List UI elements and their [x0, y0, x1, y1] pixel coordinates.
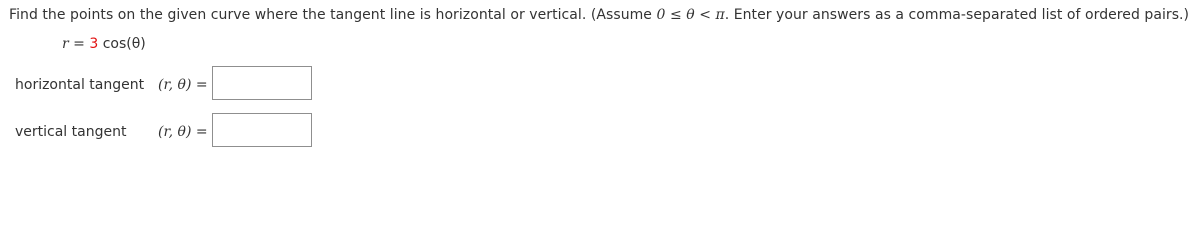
problem-instructions [9, 7, 1189, 23]
horizontal-tangent-coords [158, 77, 208, 93]
instruction-text-end: . Enter your answers as a comma-separated list of ordered pairs.) [724, 7, 1190, 23]
equation-lhs: r [62, 36, 69, 52]
vertical-tangent-coords [158, 124, 208, 140]
horizontal-tangent-label: horizontal tangent [15, 77, 145, 93]
instruction-text: Find the points on the given curve where the tangent line is horizontal or vertical. (Assume [9, 7, 657, 23]
vertical-tangent-label: vertical tangent [15, 124, 127, 140]
ordered-pair-label: (r, θ) [158, 77, 192, 93]
equation-coefficient: 3 [89, 36, 99, 52]
horizontal-tangent-answer-input[interactable] [212, 66, 312, 100]
ordered-pair-label: (r, θ) [158, 124, 192, 140]
equation-function: cos(θ) [98, 36, 146, 52]
theta-constraint: 0 ≤ θ < π [656, 7, 725, 23]
vertical-tangent-answer-input[interactable] [212, 113, 312, 147]
equals-sign: = [191, 77, 208, 93]
equation-equals: = [68, 36, 90, 52]
curve-equation [62, 36, 146, 52]
equals-sign: = [191, 124, 208, 140]
